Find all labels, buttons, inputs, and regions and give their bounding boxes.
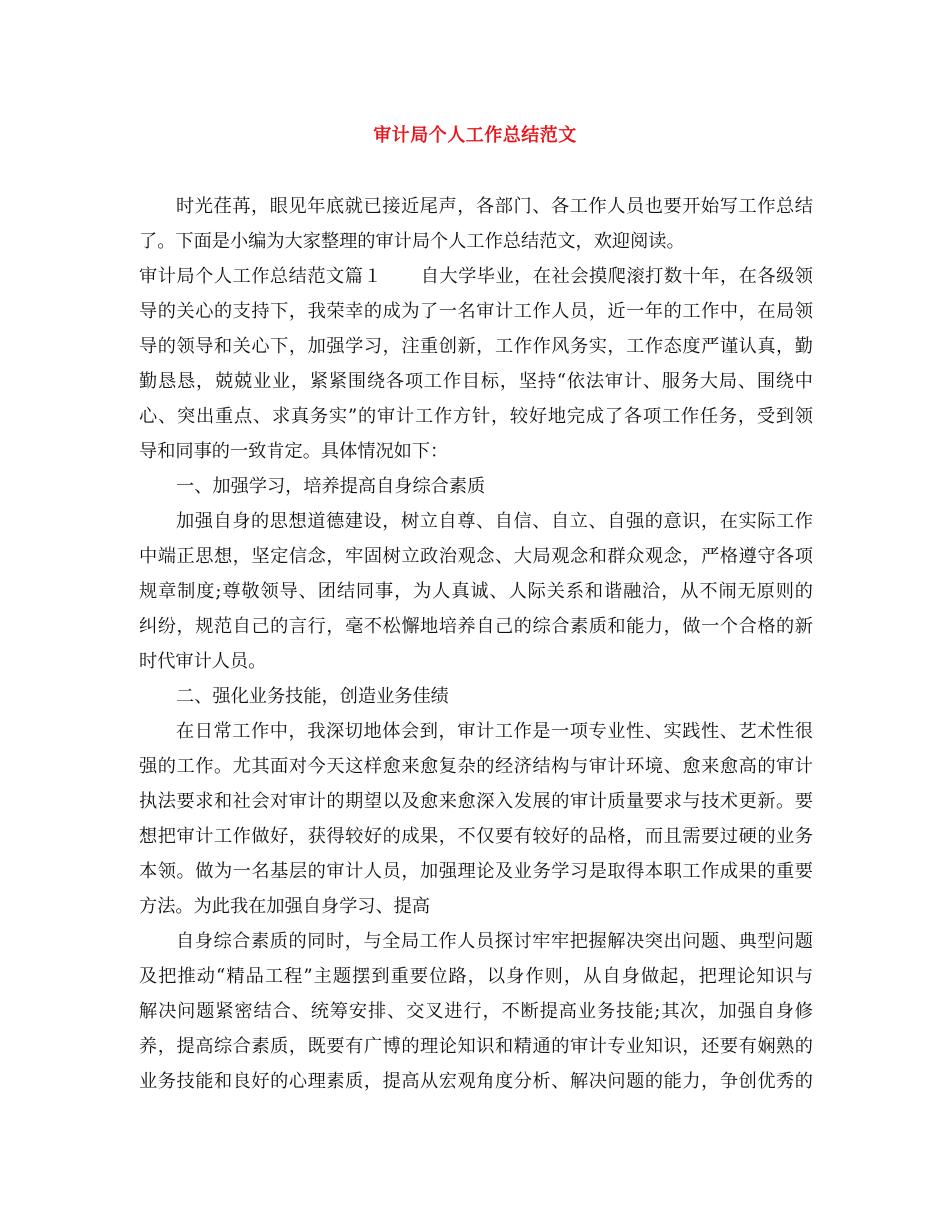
text-line bbox=[139, 749, 813, 784]
line-text: 中端正思想，坚定信念，牢固树立政治观念、大局观念和群众观念，严格遵守各项 bbox=[139, 546, 813, 567]
text-line bbox=[139, 1064, 813, 1099]
text-line bbox=[139, 994, 813, 1029]
line-text: 在日常工作中，我深切地体会到，审计工作是一项专业性、实践性、艺术性很 bbox=[176, 721, 813, 742]
line-text: 方法。为此我在加强自身学习、提高 bbox=[139, 896, 431, 917]
line-text: 加强自身的思想道德建设，树立自尊、自信、自立、自强的意识，在实际工作 bbox=[176, 511, 813, 532]
text-line bbox=[139, 189, 813, 224]
text-line bbox=[139, 294, 813, 329]
line-text: 养，提高综合素质，既要有广博的理论知识和精通的审计专业知识，还要有娴熟的 bbox=[139, 1036, 813, 1057]
line-text: 本领。做为一名基层的审计人员，加强理论及业务学习是取得本职工作成果的重要 bbox=[139, 861, 813, 882]
line-text: 二、强化业务技能，创造业务佳绩 bbox=[176, 686, 449, 707]
line-text: 导的关心的支持下，我荣幸的成为了一名审计工作人员，近一年的工作中，在局领 bbox=[139, 301, 813, 322]
line-text: 导和同事的一致肯定。具体情况如下： bbox=[139, 441, 449, 462]
section-heading bbox=[139, 679, 813, 714]
line-text: 勤恳恳，兢兢业业，紧紧围绕各项工作目标，坚持“依法审计、服务大局、围绕中 bbox=[139, 371, 813, 392]
section-heading-inline: 审计局个人工作总结范文篇１ bbox=[139, 266, 383, 287]
line-text: 自大学毕业，在社会摸爬滚打数十年，在各级领 bbox=[420, 266, 813, 287]
text-line bbox=[139, 574, 813, 609]
line-text: 自身综合素质的同时，与全局工作人员探讨牢牢把握解决突出问题、典型问题 bbox=[176, 931, 813, 952]
text-line bbox=[139, 1029, 813, 1064]
text-line bbox=[139, 434, 813, 469]
line-text: 导的领导和关心下，加强学习，注重创新，工作作风务实，工作态度严谨认真，勤 bbox=[139, 336, 813, 357]
text-line bbox=[139, 504, 813, 539]
line-text: 执法要求和社会对审计的期望以及愈来愈深入发展的审计质量要求与技术更新。要 bbox=[139, 791, 813, 812]
line-text: 时代审计人员。 bbox=[139, 651, 267, 672]
text-line bbox=[139, 224, 813, 259]
text-line bbox=[139, 539, 813, 574]
text-line bbox=[139, 784, 813, 819]
text-line bbox=[139, 364, 813, 399]
line-text: 心、突出重点、求真务实”的审计工作方针，较好地完成了各项工作任务，受到领 bbox=[139, 406, 813, 427]
document-title: 审计局个人工作总结范文 bbox=[373, 125, 577, 146]
text-line bbox=[139, 329, 813, 364]
line-text: 解决问题紧密结合、统筹安排、交叉进行，不断提高业务技能;其次，加强自身修 bbox=[139, 1001, 813, 1022]
text-line bbox=[139, 714, 813, 749]
text-line bbox=[139, 889, 813, 924]
text-line bbox=[139, 854, 813, 889]
line-text: 想把审计工作做好，获得较好的成果，不仅要有较好的品格，而且需要过硬的业务 bbox=[139, 826, 813, 847]
line-text: 纠纷，规范自己的言行，毫不松懈地培养自己的综合素质和能力，做一个合格的新 bbox=[139, 616, 813, 637]
text-line bbox=[139, 819, 813, 854]
line-text: 业务技能和良好的心理素质，提高从宏观角度分析、解决问题的能力，争创优秀的 bbox=[139, 1071, 813, 1092]
text-line bbox=[139, 959, 813, 994]
line-text: 强的工作。尤其面对今天这样愈来愈复杂的经济结构与审计环境、愈来愈高的审计 bbox=[139, 756, 813, 777]
line-text: 了。下面是小编为大家整理的审计局个人工作总结范文，欢迎阅读。 bbox=[139, 231, 685, 252]
text-line bbox=[139, 644, 813, 679]
section-heading bbox=[139, 469, 813, 504]
line-text: 及把推动“精品工程”主题摆到重要位路，以身作则，从自身做起，把理论知识与 bbox=[139, 966, 813, 987]
document-body bbox=[139, 189, 813, 1099]
text-line bbox=[139, 399, 813, 434]
line-text: 时光荏苒，眼见年底就已接近尾声，各部门、各工作人员也要开始写工作总结 bbox=[176, 196, 813, 217]
text-line bbox=[139, 924, 813, 959]
line-text: 一、加强学习，培养提高自身综合素质 bbox=[176, 476, 486, 497]
text-line bbox=[139, 609, 813, 644]
text-line bbox=[139, 259, 813, 294]
line-text: 规章制度;尊敬领导、团结同事，为人真诚、人际关系和谐融洽，从不闹无原则的 bbox=[139, 581, 813, 602]
